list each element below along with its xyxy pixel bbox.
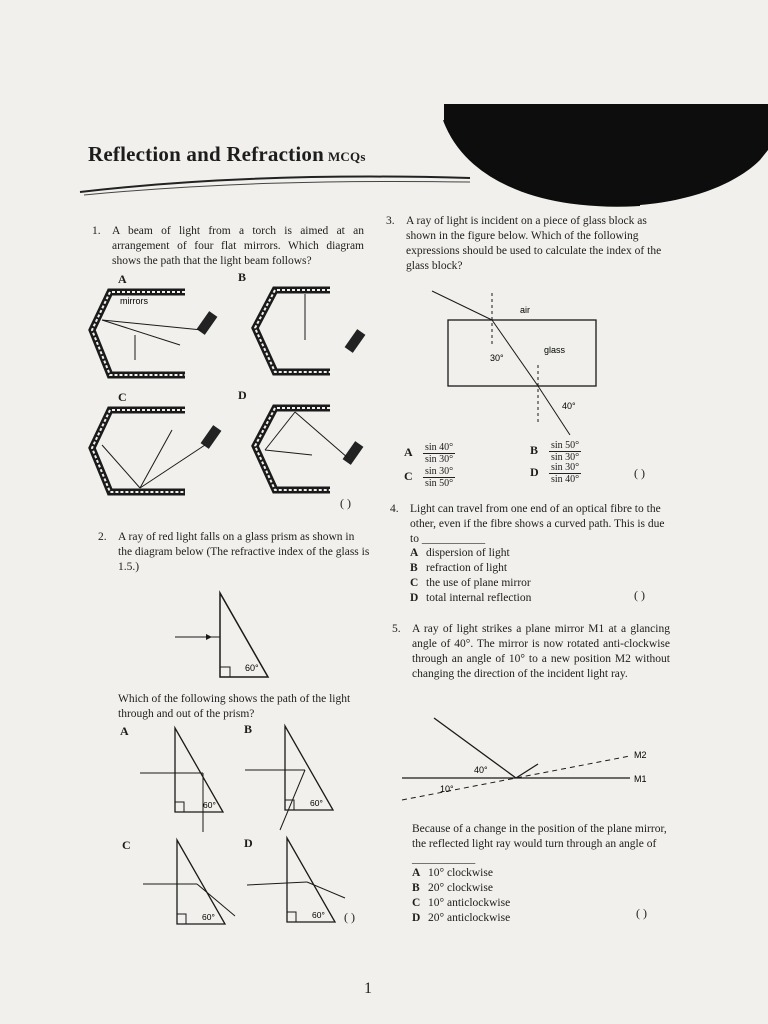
prism-angle: 60° [245,663,259,673]
torch-icon [343,441,364,465]
option-letter: B [412,882,420,894]
option-letter: B [410,562,418,574]
q2-diagram-c [143,840,235,924]
q3-glass-block-diagram [420,285,620,435]
q3-option-c[interactable] [404,466,455,489]
q2-answer-bracket[interactable]: ( ) [344,910,355,924]
option-text: dispersion of light [426,547,510,559]
numerator: sin 30° [551,462,580,473]
q5-option-a[interactable] [412,866,652,881]
option-text: total internal reflection [426,592,532,604]
q1-label-a: A [118,272,127,286]
option-letter: D [412,912,421,924]
q2-diagram-a [140,728,223,832]
q2-diagram-d [247,838,345,922]
q5-option-c[interactable] [412,896,652,911]
q4-option-b[interactable] [410,561,660,576]
option-letter: A [404,445,413,460]
q1-diagram-a [92,292,217,375]
q5-question: Because of a change in the position of the plane mirror, the reflected light ray would turn through an angle of ___________ [412,823,667,865]
option-text: 10° clockwise [428,867,493,879]
numerator: sin 40° [425,442,454,453]
mirror-m1-label: M1 [634,774,647,784]
q4-option-c[interactable] [410,576,660,591]
option-text: 20° clockwise [428,882,493,894]
option-letter: D [410,592,419,604]
q3-option-a[interactable] [404,442,455,465]
q5-options [412,866,652,926]
option-fraction [423,442,455,465]
torch-icon [197,311,218,335]
option-fraction [549,462,581,485]
page-title [88,142,366,167]
option-text: refraction of light [426,562,508,574]
q2-prism-diagram [170,585,280,685]
q1-answer-bracket[interactable]: ( ) [340,496,351,510]
option-text: 20° anticlockwise [428,912,511,924]
question-2 [98,530,370,575]
option-letter: D [530,465,539,480]
q2-label-a: A [120,724,129,738]
question-text: A ray of red light falls on a glass prism as shown in the diagram below (The refractive index of the glass is 1.5.) [118,531,370,573]
question-number: 3. [386,215,395,227]
prism-angle: 60° [310,798,323,808]
q5-answer-bracket[interactable]: ( ) [636,906,647,920]
title-suffix: MCQs [327,149,366,164]
option-text: 10° anticlockwise [428,897,511,909]
q1-diagram-d [255,408,363,490]
option-letter: A [412,867,421,879]
q4-option-a[interactable] [410,546,660,561]
angle-40-label: 40° [474,765,488,775]
q1-diagram-b [255,290,365,372]
prism-angle: 60° [203,800,216,810]
q1-diagrams [80,280,370,505]
question-number: 1. [92,225,101,237]
page-number: 1 [364,980,372,997]
option-letter: A [410,547,419,559]
question-text: A ray of light is incident on a piece of glass block as shown in the figure below. Which of the following expressions should be used to calculate the index of the glass block? [406,215,662,272]
q2-option-diagrams [135,720,350,930]
angle-30-label: 30° [490,353,504,363]
q5-option-d[interactable] [412,911,652,926]
denominator: sin 30° [425,454,454,465]
denominator: sin 40° [551,474,580,485]
q4-answer-bracket[interactable]: ( ) [634,588,645,602]
glass-label: glass [544,345,566,355]
option-letter: B [530,443,539,458]
mirrors-label: mirrors [120,296,148,306]
q4-options [410,546,660,606]
angle-40-label: 40° [562,401,576,411]
q1-label-c: C [118,390,127,404]
q2-question: Which of the following shows the path of the light through and out of the prism? [118,693,351,720]
option-fraction [423,466,455,489]
question-text: A ray of light strikes a plane mirror M1 at a glancing angle of 40°. The mirror is now rotated anti-clockwise through an angle of 10° to a new position M2 without changing the direction of the incident light ray. [412,623,670,680]
option-letter: C [412,897,421,909]
q3-option-b[interactable] [530,440,581,463]
q1-label-b: B [238,270,247,284]
option-letter: C [410,577,419,589]
question-number: 4. [390,503,399,515]
title-underline [80,177,470,192]
air-label: air [520,305,531,315]
denominator: sin 50° [425,478,454,489]
question-5 [392,622,670,682]
q2-diagram-b [245,726,333,830]
q2-label-d: D [244,836,253,850]
torch-icon [345,329,366,353]
denominator: sin 30° [551,452,580,463]
q5-mirror-diagram [398,712,660,812]
q1-label-d: D [238,388,247,402]
numerator: sin 30° [425,466,454,477]
q2-label-c: C [122,838,131,852]
q5-option-b[interactable] [412,881,652,896]
question-text: Light can travel from one end of an optical fibre to the other, even if the fibre shows a curved path. This is due to ___________ [410,503,665,545]
q3-option-d[interactable] [530,462,581,485]
q4-option-d[interactable] [410,591,660,606]
q2-label-b: B [244,722,253,736]
q1-diagram-c [92,410,221,492]
question-3 [386,214,664,274]
question-4 [390,502,672,547]
angle-10-label: 10° [440,784,454,794]
numerator: sin 50° [551,440,580,451]
mirror-m2-label: M2 [634,750,647,760]
title-main: Reflection and Refraction [88,142,324,166]
prism-angle: 60° [312,910,325,920]
black-semicircle-graphic [444,104,768,206]
question-number: 2. [98,531,107,543]
question-text: A beam of light from a torch is aimed at an arrangement of four flat mirrors. Which diagram shows the path that the light beam follows? [112,225,364,267]
question-number: 5. [392,623,401,635]
prism-angle: 60° [202,912,215,922]
q3-answer-bracket[interactable]: ( ) [634,466,645,480]
question-1 [92,224,364,269]
option-fraction [549,440,581,463]
option-text: the use of plane mirror [426,577,531,589]
option-letter: C [404,469,413,484]
